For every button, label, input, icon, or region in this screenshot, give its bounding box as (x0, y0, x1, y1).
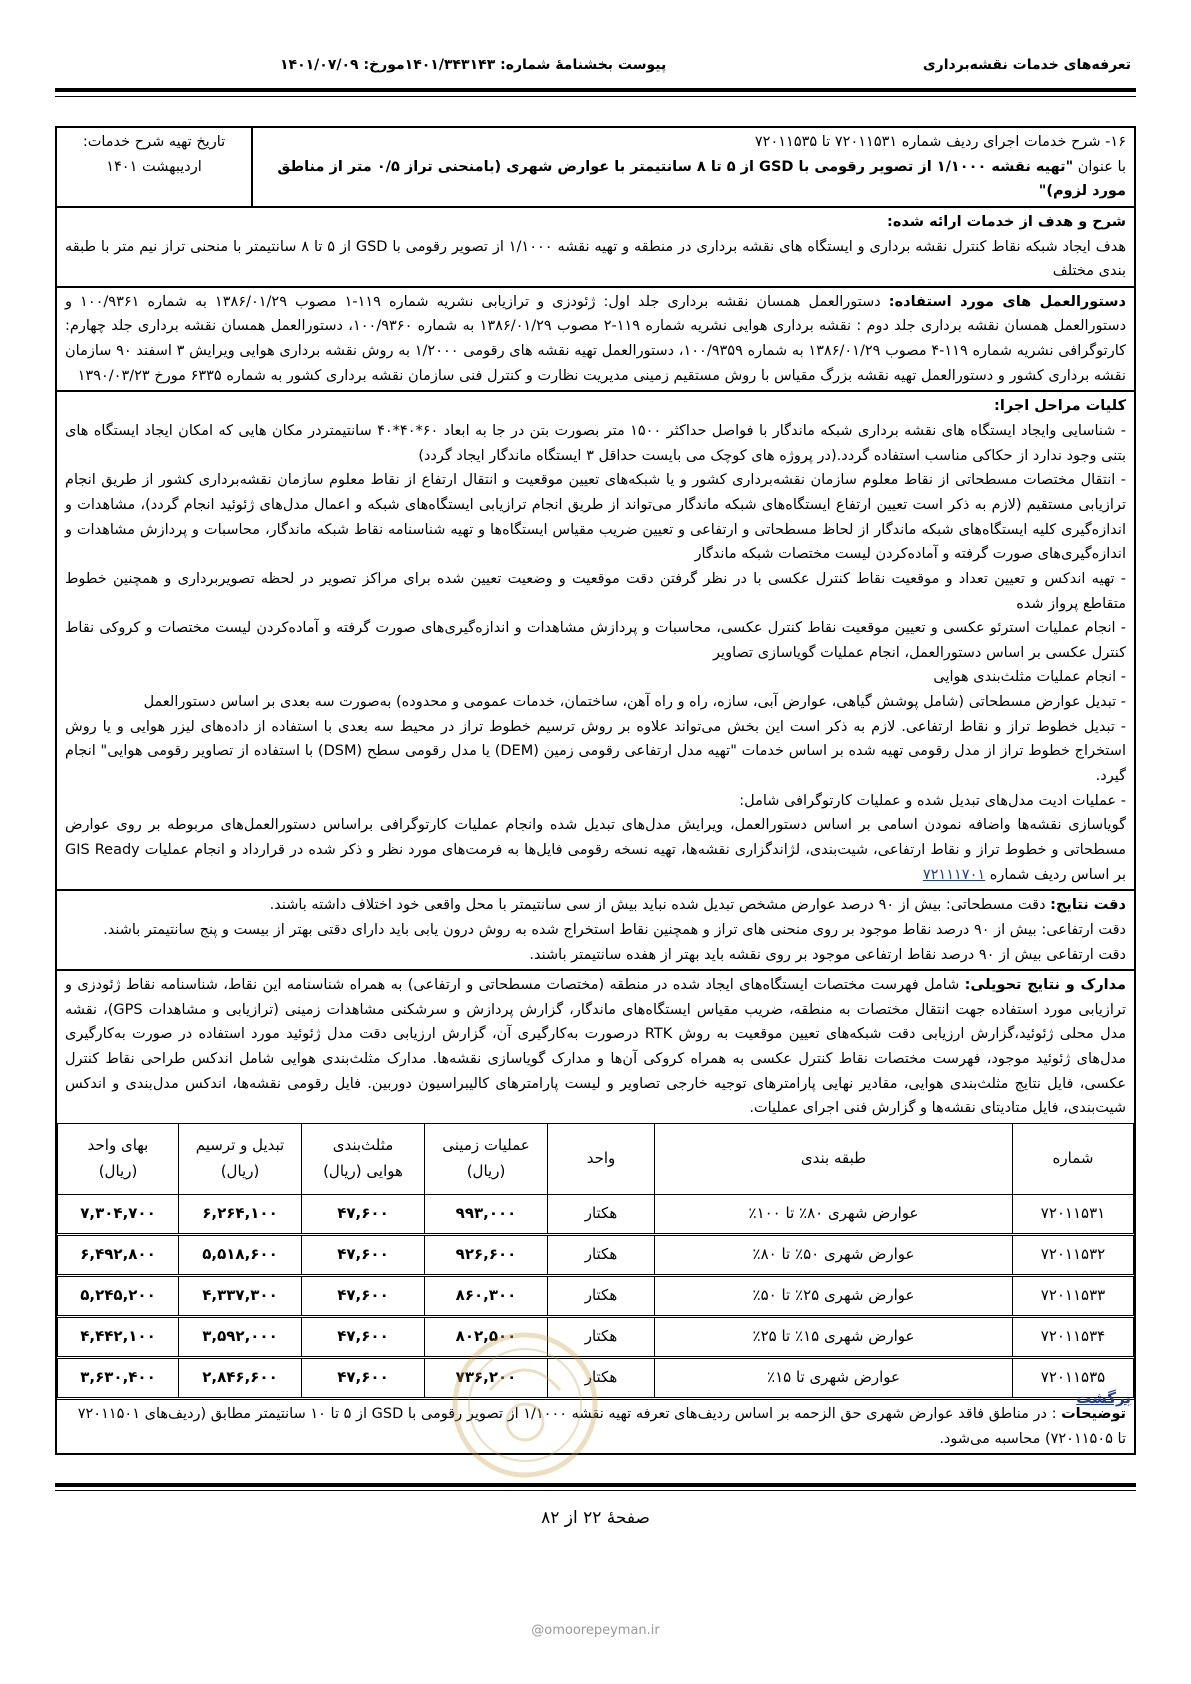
row-price: ۴,۴۴۲,۱۰۰ (58, 1316, 179, 1357)
row-price: ۶,۴۹۲,۸۰۰ (58, 1234, 179, 1275)
row-unit: هکتار (548, 1194, 655, 1234)
step-item: - تهیه اندکس و تعیین تعداد و موقعیت نقاط کنترل عکسی با در نظر گرفتن دقت موقعیت و وضعیت تعیین شده برای مراکز تصویر در لحظه تصویربرداری و همچنین خطوط متقاطع پرواز شده (65, 570, 1126, 612)
col-unit: واحد (548, 1123, 655, 1194)
header-rule-thin (55, 96, 1136, 97)
row-aero: ۴۷,۶۰۰ (302, 1194, 425, 1234)
row-ground: ۸۶۰,۳۰۰ (425, 1275, 548, 1316)
step-item: - شناسایی وایجاد ایستگاه های نقشه برداری شبکه ماندگار با فواصل حداکثر ۱۵۰۰ متر بصورت بتن در جا به ابعاد ۶۰*۴۰*۴۰ سانتیمتردر مکان هایی که امکان ایجاد ایستگاه های بتنی وجود ندارد از حکاکی مناسب استفاده گردد.(در پروژه های کوچک می بایست حداقل ۳ ایستگاه ماندگار ایجاد گردد) (65, 423, 1126, 464)
row-code: ۷۲۰۱۱۵۳۲ (1013, 1234, 1134, 1275)
accuracy-line: دقت ارتفاعی: بیش از ۹۰ درصد نقاط موجود بر روی منحنی های تراز و همچنین نقاط استخراج شده به روش درون یابی باید دارای دقتی بهتر از بیست و پنج سانتیمتر باشند. (103, 921, 1126, 938)
col-conv-line2: (ریال) (220, 1161, 260, 1180)
col-class: طبقه بندی (655, 1123, 1013, 1194)
col-aero (302, 1123, 425, 1194)
notes-heading: توضیحات (1061, 1405, 1126, 1422)
title-main (253, 128, 1134, 206)
row-class: عوارض شهری ۵۰٪ تا ۸۰٪ (655, 1234, 1013, 1275)
deliverables-text: شامل فهرست مختصات ایستگاه‌های ایجاد شده در منطقه (مختصات مسطحاتی و ارتفاعی) به همراه شناسنامه این نقاط، شناسنامه نقاط ژئودزی و ترازیابی مورد استفاده جهت انتقال مختصات به منطقه، ضریب مقیاس ایستگاه‌های ماندگار، گزارش پردازش و سرشکنی مشاهدات زمینی (ترازیابی و مشاهدات GPS)، نقشه مدل محلی ژئوئید،گزارش ارزیابی دقت شبکه‌های تعیین موقعیت به روش RTK درصورت به‌کارگیری آن، گزارش ارزیابی دقت مدل ژئوئید مورد استفاده در صورت به‌کارگیری مدل‌های ژئوئید موجود، فهرست مختصات نقاط کنترل عکسی به همراه کروکی آن‌ها و مدارک گویاسازی نقشه‌ها. مدارک مثلث‌بندی هوایی شامل اندکس طراحی نقاط کنترل عکسی، فایل نتایج مثلث‌بندی هوایی، مقادیر نهایی پارامترهای توجیه خارجی تصاویر و لیست پارامترهای کالیبراسیون دوربین. فایل رقومی نقشه‌ها، اندکس مدل‌بندی و اندکس شیت‌بندی، فایل متادیتای نقشه‌ها و گزارش فنی اجرای عملیات. (65, 977, 1126, 1117)
step-item: - انجام عملیات استرئو عکسی و تعیین موقعیت نقاط کنترل عکسی، محاسبات و پردازش مشاهدات و اندازه‌گیری‌های صورت گرفته و آماده‌کردن لیست مختصات و کروکی نقاط کنترل عکسی بر اساس دستورالعمل، انجام عملیات گویاسازی تصاویر (65, 620, 1126, 661)
row-conv: ۵,۵۱۸,۶۰۰ (179, 1234, 302, 1275)
purpose-text: هدف ایجاد شبکه نقاط کنترل نقشه برداری و ایستگاه های نقشه برداری در منطقه و تهیه نقشه ۱/۱۰۰۰ از تصویر رقومی با GSD از ۵ تا ۸ سانتیمتر با منحنی تراز نیم متر با طبقه بندی مختلف (65, 238, 1126, 280)
table-row (58, 1234, 1134, 1275)
accuracy-line: دقت ارتفاعی بیش از ۹۰ درصد نقاط ارتفاعی موجود بر روی نقشه باید بهتر از هفده سانتیمتر باشند. (529, 946, 1126, 963)
date-value: اردیبهشت ۱۴۰۱ (106, 158, 202, 175)
deliverables-heading: مدارک و نتایج تحویلی: (964, 977, 1126, 994)
steps-heading: کلیات مراحل اجرا: (994, 398, 1126, 415)
instructions-heading: دستورالعمل های مورد استفاده: (888, 293, 1126, 310)
service-title: "تهیه نقشه ۱/۱۰۰۰ از تصویر رقومی با GSD از ۵ تا ۸ سانتیمتر با عوارض شهری (بامنحنی تراز ۰/۵ متر از مناطق مورد لزوم)" (277, 158, 1126, 200)
row-class: عوارض شهری ۲۵٪ تا ۵۰٪ (655, 1275, 1013, 1316)
preparation-date-cell (57, 128, 253, 206)
row-conv: ۴,۳۳۷,۳۰۰ (179, 1275, 302, 1316)
table-row (58, 1275, 1134, 1316)
row-class: عوارض شهری ۸۰٪ تا ۱۰۰٪ (655, 1194, 1013, 1234)
circular-reference: پیوست بخشنامۀ شماره: ۱۴۰۱/۳۴۳۱۴۳مورخ: ۱۴۰۱/۰۷/۰۹ (280, 57, 667, 73)
row-aero: ۴۷,۶۰۰ (302, 1275, 425, 1316)
row-price: ۳,۶۳۰,۴۰۰ (58, 1357, 179, 1398)
row-unit: هکتار (548, 1234, 655, 1275)
col-conv (179, 1123, 302, 1194)
col-aero-line1: مثلث‌بندی (332, 1136, 394, 1155)
row-conv: ۶,۲۶۴,۱۰۰ (179, 1194, 302, 1234)
col-ground-line2: (ریال) (466, 1161, 506, 1180)
accuracy-heading: دقت نتایج: (1050, 897, 1126, 914)
deliverables-section (57, 971, 1134, 1123)
col-aero-line2: هوایی (ریال) (323, 1161, 403, 1180)
row-aero: ۴۷,۶۰۰ (302, 1316, 425, 1357)
col-ground (425, 1123, 548, 1194)
row-unit: هکتار (548, 1275, 655, 1316)
step-item: - عملیات ادیت مدل‌های تبدیل شده و عملیات کارتوگرافی شامل: (739, 792, 1126, 809)
date-label: تاریخ تهیه شرح خدمات: (82, 134, 226, 150)
document-title: تعرفه‌های خدمات نقشه‌برداری (922, 57, 1131, 73)
row-price: ۷,۳۰۴,۷۰۰ (58, 1194, 179, 1234)
footer-rule-thin (55, 1490, 1136, 1491)
col-price-line1: بهای واحد (87, 1136, 149, 1155)
step-item: - تبدیل عوارض مسطحاتی (شامل پوشش گیاهی، عوارض آبی، سازه، راه و راه آهن، ساختمان، خدمات عمومی و محدوده) به‌صورت سه بعدی بر اساس دستورالعمل (143, 694, 1126, 711)
accuracy-section (57, 891, 1134, 971)
row-class: عوارض شهری تا ۱۵٪ (655, 1357, 1013, 1398)
page-number: صفحۀ ۲۲ از ۸۲ (541, 1508, 650, 1528)
row-ground: ۷۳۶,۲۰۰ (425, 1357, 548, 1398)
row-ground: ۹۹۳,۰۰۰ (425, 1194, 548, 1234)
col-ground-line1: عملیات زمینی (442, 1136, 530, 1155)
row-aero: ۴۷,۶۰۰ (302, 1234, 425, 1275)
footer-rule-thick (55, 1483, 1136, 1487)
steps-section (57, 392, 1134, 891)
row-code: ۷۲۰۱۱۵۳۵ (1013, 1357, 1134, 1398)
cartography-text: گویاسازی نقشه‌ها واضافه نمودن اسامی بر اساس دستورالعمل، ویرایش مدل‌های تبدیل شده وانجام عملیات کارتوگرافی براساس دستورالعمل‌های مربوطه بر روی عوارض مسطحاتی و خطوط تراز و نقاط ارتفاعی، شیت‌بندی، لژاندگزاری نقشه‌ها، تهیه نسخه رقومی فایل‌ها به فرمت‌های مورد نظر و ذکر شده در قرارداد و انجام عملیات GIS Ready بر اساس ردیف شماره (65, 817, 1126, 883)
row-conv: ۲,۸۴۶,۶۰۰ (179, 1357, 302, 1398)
header-rule-thick (55, 88, 1136, 92)
row-unit: هکتار (548, 1316, 655, 1357)
notes-text: : در مناطق فاقد عوارض شهری حق الزحمه بر اساس ردیف‌های تعرفه تهیه نقشه ۱/۱۰۰۰ از تصویر رقومی با GSD از ۵ تا ۱۰ سانتیمتر مطابق (ردیف‌های ۷۲۰۱۱۵۰۱ تا ۷۲۰۱۱۵۰۵) محاسبه می‌شود. (77, 1405, 1126, 1447)
table-row (58, 1194, 1134, 1234)
row-price: ۵,۲۴۵,۲۰۰ (58, 1275, 179, 1316)
row-aero: ۴۷,۶۰۰ (302, 1357, 425, 1398)
row-conv: ۳,۵۹۲,۰۰۰ (179, 1316, 302, 1357)
row-code: ۷۲۰۱۱۵۳۴ (1013, 1316, 1134, 1357)
row-ground: ۸۰۲,۵۰۰ (425, 1316, 548, 1357)
watermark-seal-icon (450, 1330, 600, 1480)
site-watermark: @omoorepeyman.ir (531, 1623, 660, 1638)
col-conv-line1: تبدیل و ترسیم (195, 1136, 285, 1155)
step-item: - انجام عملیات مثلث‌بندی هوایی (933, 669, 1126, 686)
step-item: - تبدیل خطوط تراز و نقاط ارتفاعی. لازم به ذکر است این بخش می‌تواند علاوه بر روش ترسیم خطوط تراز در محیط سه بعدی با استفاده از داده‌های لیزر هوایی و یا روش استخراج خطوط تراز از مدل رقومی تهیه شده بر اساس خدمات "تهیه مدل ارتفاعی رقومی زمین (DEM) یا مدل رقومی سطح (DSM) با استفاده از تصاویر رقومی هوایی" انجام گیرد. (65, 718, 1126, 785)
instructions-section (57, 288, 1134, 393)
col-code: شماره (1013, 1123, 1134, 1194)
gis-ready-row-link[interactable]: ۷۲۱۱۱۷۰۱ (922, 866, 986, 883)
step-item-cartography (65, 813, 1126, 887)
row-unit: هکتار (548, 1357, 655, 1398)
title-line-1: ۱۶- شرح خدمات اجرای ردیف شماره ۷۲۰۱۱۵۳۱ تا ۷۲۰۱۱۵۳۵ (754, 134, 1126, 150)
col-price-line2: (ریال) (98, 1161, 138, 1180)
row-code: ۷۲۰۱۱۵۳۱ (1013, 1194, 1134, 1234)
row-code: ۷۲۰۱۱۵۳۳ (1013, 1275, 1134, 1316)
purpose-heading: شرح و هدف از خدمات ارائه شده: (887, 213, 1126, 230)
col-price (58, 1123, 179, 1194)
accuracy-line: دقت مسطحاتی: بیش از ۹۰ درصد عوارض مشخص تبدیل شده نباید بیش از سی سانتیمتر با محل واقعی خود اختلاف داشته باشند. (269, 897, 1051, 914)
purpose-section (57, 208, 1134, 288)
table-header-row (58, 1123, 1134, 1194)
title-block (57, 128, 1134, 208)
page-header (60, 54, 1131, 78)
instructions-text: دستورالعمل همسان نقشه برداری جلد اول: ژئودزی و ترازیابی نشریه شماره ۱۱۹-۱ مصوب ۱۳۸۶/۰۱/۲۹ به شماره ۱۰۰/۹۳۶۱ و دستورالعمل همسان نقشه برداری جلد دوم : نقشه برداری هوایی نشریه شماره ۱۱۹-۲ مصوب ۱۳۸۶/۰۱/۲۹ به شماره ۱۰۰/۹۳۶۰، دستورالعمل همسان نقشه برداری جلد چهارم: کارتوگرافی نشریه شماره ۱۱۹-۴ مصوب ۱۳۸۶/۰۱/۲۹ به شماره ۱۰۰/۹۳۵۹، دستورالعمل تهیه نقشه های رقومی ۱/۲۰۰۰ به روش نقشه برداری هوایی ویرایش ۳ اسفند ۹۰ سازمان نقشه برداری کشور و دستورالعمل تهیه نقشه بزرگ مقیاس با روش مستقیم زمینی مدیریت نظارت و کنترل فنی سازمان نقشه برداری کشور به شماره ۶۳۳۵ مورخ ۱۳۹۰/۰۳/۲۳ (65, 293, 1127, 384)
title-prefix: با عنوان (1073, 158, 1126, 175)
back-link[interactable]: برگشت (1076, 1389, 1131, 1407)
row-ground: ۹۲۶,۶۰۰ (425, 1234, 548, 1275)
row-class: عوارض شهری ۱۵٪ تا ۲۵٪ (655, 1316, 1013, 1357)
title-line-2 (261, 155, 1126, 204)
service-description-frame (55, 126, 1136, 1455)
step-item: - انتقال مختصات مسطحاتی از نقاط معلوم سازمان نقشه‌برداری کشور و یا شبکه‌های تعیین موقعیت و انتقال ارتفاع از نقاط معلوم سازمان نقشه‌برداری کشور از طریق انجام ترازیابی مستقیم (لازم به ذکر است تعیین ارتفاع ایستگاه‌های شبکه ماندگار می‌تواند از طریق انجام ترازیابی ایستگاه‌های شبکه و اعمال مدل‌های ژئوئید انجام گردد)، مشاهدات و اندازه‌گیری کلیه ایستگاه‌های شبکه ماندگار از لحاظ مسطحاتی و ارتفاعی و تعیین ضریب مقیاس ایستگاه‌ها و تهیه شناسنامه نقاط شبکه ماندگار، محاسبات و پردازش مشاهدات و اندازه‌گیری‌های صورت گرفته و آماده‌کردن لیست مختصات شبکه ماندگار (65, 472, 1126, 563)
